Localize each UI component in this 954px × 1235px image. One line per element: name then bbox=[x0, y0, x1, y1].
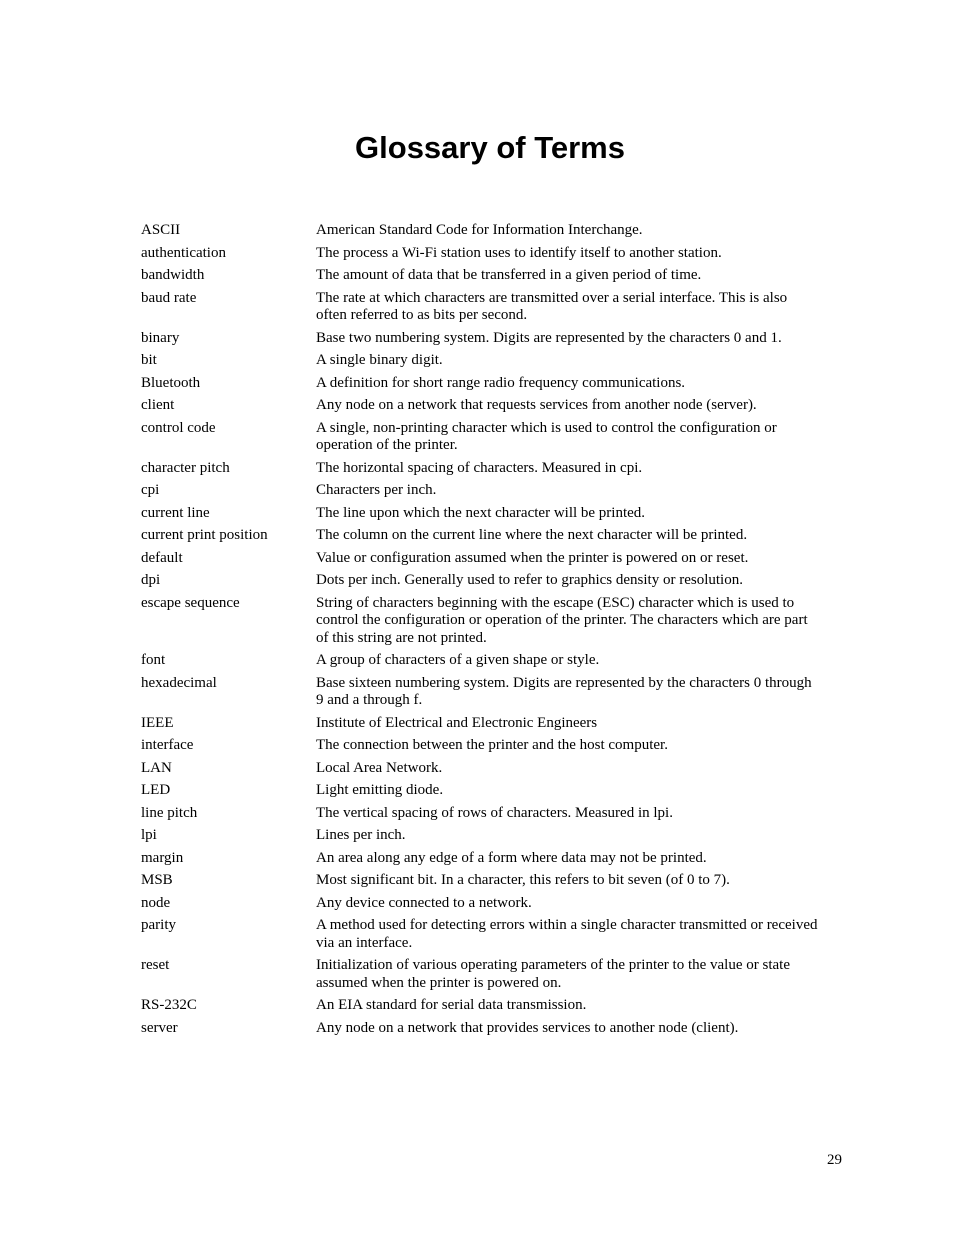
glossary-entry bbox=[141, 760, 821, 778]
glossary-term: character pitch bbox=[141, 459, 230, 476]
glossary-term: IEEE bbox=[141, 714, 174, 731]
glossary-term: client bbox=[141, 397, 175, 413]
glossary-definition: Any node on a network that requests services from another node (server). bbox=[316, 397, 757, 413]
glossary-term: margin bbox=[141, 849, 184, 866]
glossary-term: lpi bbox=[141, 827, 157, 843]
glossary-definition: Any node on a network that provides services to another node (client). bbox=[316, 1019, 739, 1036]
glossary-definition: Characters per inch. bbox=[316, 482, 437, 498]
glossary-term: current line bbox=[141, 504, 210, 521]
glossary-entry bbox=[141, 482, 821, 500]
glossary-term: Bluetooth bbox=[141, 374, 201, 391]
glossary-definition: A group of characters of a given shape or style. bbox=[316, 652, 600, 668]
glossary-entry bbox=[141, 330, 821, 348]
glossary-term: authentication bbox=[141, 244, 226, 261]
glossary-term: server bbox=[141, 1019, 178, 1036]
glossary-term: binary bbox=[141, 329, 180, 346]
glossary-entry bbox=[141, 895, 821, 913]
glossary-term: LAN bbox=[141, 759, 172, 776]
glossary-definition: Any device connected to a network. bbox=[316, 894, 532, 911]
glossary-term: node bbox=[141, 894, 171, 911]
glossary-definition: The process a Wi-Fi station uses to identify itself to another station. bbox=[316, 244, 722, 261]
glossary-definition: Value or configuration assumed when the printer is powered on or reset. bbox=[316, 549, 749, 566]
glossary-definition: Base sixteen numbering system. Digits are represented by the characters 0 through 9 and a through f. bbox=[316, 674, 812, 708]
glossary-definition: A method used for detecting errors within a single character transmitted or received via an interface. bbox=[316, 917, 818, 951]
glossary-entry bbox=[141, 652, 821, 670]
glossary-term: parity bbox=[141, 917, 176, 933]
glossary-term: cpi bbox=[141, 482, 160, 498]
glossary-entry bbox=[141, 715, 821, 733]
glossary-term: baud rate bbox=[141, 289, 197, 306]
glossary-term: current print position bbox=[141, 527, 268, 543]
glossary-definition: A single, non-printing character which is used to control the configuration or operation of the printer. bbox=[316, 419, 777, 453]
glossary-entry bbox=[141, 375, 821, 393]
glossary-entry bbox=[141, 550, 821, 568]
glossary-term: bit bbox=[141, 352, 157, 368]
glossary-term: hexadecimal bbox=[141, 674, 217, 691]
glossary-definition: Dots per inch. Generally used to refer to graphics density or resolution. bbox=[316, 572, 743, 588]
glossary-entry bbox=[141, 737, 821, 755]
glossary-definition: The amount of data that be transferred in a given period of time. bbox=[316, 267, 702, 283]
glossary-definition: Light emitting diode. bbox=[316, 782, 444, 798]
glossary-entry bbox=[141, 675, 821, 710]
glossary-entry bbox=[141, 1020, 821, 1038]
page-title: Glossary of Terms bbox=[355, 130, 625, 165]
glossary-definition: A single binary digit. bbox=[316, 352, 443, 368]
glossary-entry bbox=[141, 420, 821, 455]
glossary-entry bbox=[141, 572, 821, 590]
glossary-term: control code bbox=[141, 419, 216, 436]
glossary-definition: American Standard Code for Information Interchange. bbox=[316, 222, 643, 238]
glossary-definition: The horizontal spacing of characters. Measured in cpi. bbox=[316, 459, 643, 476]
glossary-definition: The line upon which the next character will be printed. bbox=[316, 504, 646, 521]
glossary-entry bbox=[141, 352, 821, 370]
glossary-term: ASCII bbox=[141, 222, 181, 238]
glossary-term: MSB bbox=[141, 872, 173, 888]
glossary-definition: An EIA standard for serial data transmission. bbox=[316, 997, 587, 1013]
glossary-list bbox=[141, 222, 821, 1042]
glossary-entry bbox=[141, 595, 821, 648]
glossary-term: LED bbox=[141, 782, 171, 798]
glossary-entry bbox=[141, 397, 821, 415]
glossary-entry bbox=[141, 290, 821, 325]
glossary-term: interface bbox=[141, 737, 194, 753]
glossary-term: line pitch bbox=[141, 804, 198, 821]
glossary-definition: The rate at which characters are transmitted over a serial interface. This is also often referred to as bits per second. bbox=[316, 289, 788, 323]
glossary-entry bbox=[141, 222, 821, 240]
glossary-definition: Institute of Electrical and Electronic Engineers bbox=[316, 714, 598, 731]
glossary-term: font bbox=[141, 652, 166, 668]
glossary-entry bbox=[141, 850, 821, 868]
glossary-definition: Lines per inch. bbox=[316, 827, 406, 843]
glossary-definition: Local Area Network. bbox=[316, 759, 443, 776]
glossary-entry bbox=[141, 872, 821, 890]
glossary-term: reset bbox=[141, 957, 170, 973]
glossary-definition: The vertical spacing of rows of characters. Measured in lpi. bbox=[316, 804, 673, 821]
glossary-definition: The column on the current line where the next character will be printed. bbox=[316, 527, 748, 543]
glossary-entry bbox=[141, 505, 821, 523]
glossary-entry bbox=[141, 827, 821, 845]
glossary-term: escape sequence bbox=[141, 594, 240, 611]
glossary-entry bbox=[141, 782, 821, 800]
glossary-definition: String of characters beginning with the escape (ESC) character which is used to control the configuration or operation of the printer. The characters which are part of this string are not printed. bbox=[316, 594, 808, 646]
glossary-term: RS-232C bbox=[141, 997, 197, 1013]
glossary-term: dpi bbox=[141, 572, 161, 588]
glossary-definition: Base two numbering system. Digits are represented by the characters 0 and 1. bbox=[316, 329, 782, 346]
glossary-definition: Initialization of various operating parameters of the printer to the value or state assumed when the printer is powered on. bbox=[316, 957, 790, 991]
glossary-entry bbox=[141, 997, 821, 1015]
page-number: 29 bbox=[827, 1152, 842, 1168]
glossary-definition: The connection between the printer and the host computer. bbox=[316, 737, 668, 753]
glossary-entry bbox=[141, 460, 821, 478]
glossary-entry bbox=[141, 917, 821, 952]
glossary-definition: An area along any edge of a form where data may not be printed. bbox=[316, 849, 707, 866]
glossary-entry bbox=[141, 805, 821, 823]
glossary-definition: A definition for short range radio frequency communications. bbox=[316, 374, 686, 391]
glossary-definition: Most significant bit. In a character, this refers to bit seven (of 0 to 7). bbox=[316, 872, 730, 888]
glossary-entry bbox=[141, 527, 821, 545]
glossary-entry bbox=[141, 267, 821, 285]
glossary-entry bbox=[141, 957, 821, 992]
glossary-term: default bbox=[141, 549, 183, 566]
glossary-term: bandwidth bbox=[141, 267, 205, 283]
glossary-entry bbox=[141, 245, 821, 263]
